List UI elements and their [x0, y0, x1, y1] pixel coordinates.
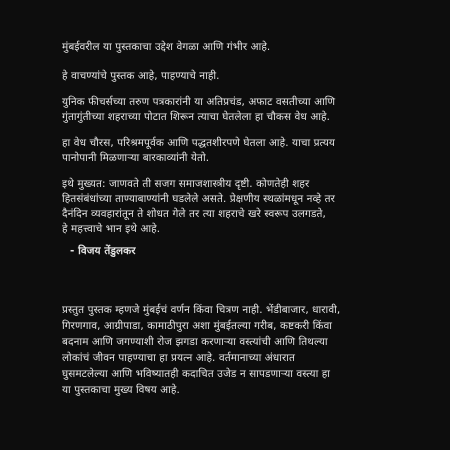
quote-paragraph-3-line-2: गुंतागुंतीच्या शहराच्या पोटात शिरून त्याचा घेतलेला हा चौकस वेध आहे. — [62, 111, 331, 123]
description-line-1: प्रस्तुत पुस्तक म्हणजे मुंबईचं वर्णन किंवा चित्रण नाही. भेंडीबाजार, धारावी, — [62, 304, 341, 316]
quote-paragraph-1: मुंबईवरील या पुस्तकाचा उद्देश वेगळा आणि गंभीर आहे. — [62, 41, 271, 53]
signature: - विजय तेंडुलकर — [70, 245, 136, 257]
description-line-5: घुसमटलेल्या आणि भविष्यातही कदाचित उजेड न सापडणाऱ्या वस्त्या हा — [62, 368, 331, 380]
quote-paragraph-2: हे वाचण्यांचे पुस्तक आहे, पाहण्याचे नाही. — [62, 70, 220, 82]
description-line-2: गिरणगाव, आग्रीपाडा, कामाठीपुरा अशा मुंबईतल्या गरीब, कष्टकरी किंवा — [62, 320, 333, 332]
quote-paragraph-4-line-2: पानोपानी मिळणाऱ्या बारकाव्यांनी येतो. — [62, 152, 210, 164]
quote-paragraph-3-line-1: युनिक फीचर्सच्या तरुण पत्रकारांनी या अतिप्रचंड, अफाट वसतीच्या आणि — [62, 96, 336, 108]
quote-paragraph-5-line-1: इथे मुख्यत: जाणवते ती सजग समाजशास्त्रीय दृष्टी. कोणतेही शहर — [62, 178, 310, 190]
quote-paragraph-5-line-3: दैनंदिन व्यवहारांतून ते शोधत गेले तर त्या शहराचे खरे स्वरूप उलगडते, — [62, 208, 326, 220]
quote-paragraph-5-line-4: हे महत्त्वाचे भान इथे आहे. — [62, 223, 161, 235]
quote-paragraph-5-line-2: हितसंबंधांच्या ताण्याबाण्यांनी घडलेले असते. प्रेक्षणीय स्थळांमधून नव्हे तर — [62, 193, 335, 205]
description-line-6: या पुस्तकाचा मुख्य विषय आहे. — [62, 384, 180, 396]
description-line-3: बदनाम आणि जगण्याशी रोज झगडा करणाऱ्या वस्त्यांची आणि तिथल्या — [62, 336, 328, 348]
description-line-4: लोकांचं जीवन पाहण्याचा हा प्रयत्न आहे. वर्तमानाच्या अंधारात — [62, 352, 296, 364]
quote-paragraph-4-line-1: हा वेध चौरस, परिश्रमपूर्वक आणि पद्धतशीरपणे घेतला आहे. याचा प्रत्यय — [62, 137, 336, 149]
